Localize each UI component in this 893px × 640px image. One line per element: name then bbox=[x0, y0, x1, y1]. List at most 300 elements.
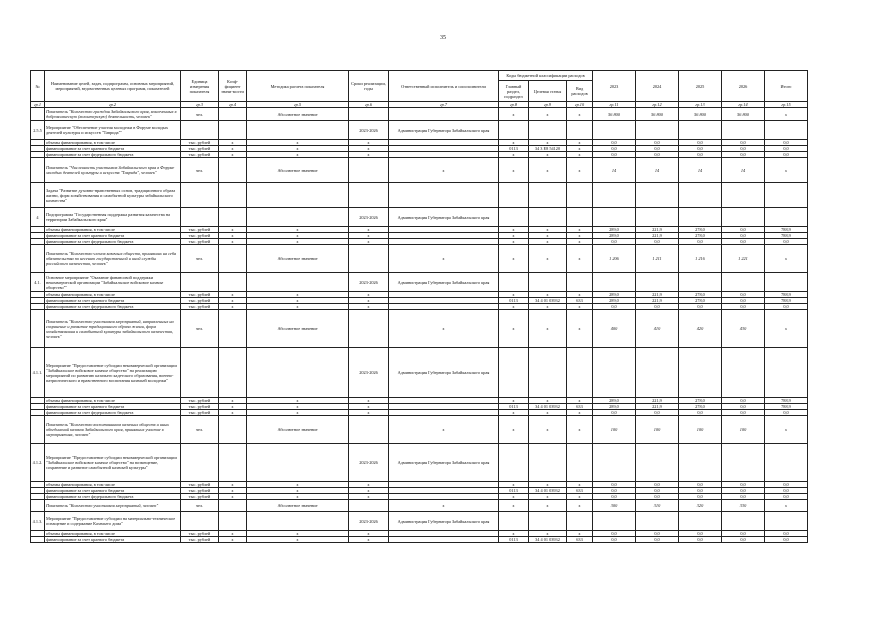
table-cell bbox=[349, 310, 389, 348]
table-cell: x bbox=[499, 500, 529, 512]
header-coef: Коэф-фициент значи-мости bbox=[219, 71, 247, 102]
table-cell: 14 bbox=[636, 158, 679, 183]
table-cell: 0,0 bbox=[765, 482, 808, 488]
header-responsible: Ответственный исполнитель и соисполнители bbox=[389, 71, 499, 102]
table-cell: x bbox=[529, 292, 567, 298]
table-cell: 330 bbox=[722, 500, 765, 512]
table-cell: объемы финансирования, в том числе bbox=[45, 292, 181, 298]
table-cell: 2023-2026 bbox=[349, 273, 389, 292]
table-cell bbox=[181, 348, 219, 398]
table-cell: x bbox=[219, 146, 247, 152]
table-cell: x bbox=[567, 108, 593, 121]
table-cell: 56 800 bbox=[679, 108, 722, 121]
table-cell: x bbox=[567, 233, 593, 239]
table-cell: x bbox=[247, 398, 349, 404]
table-cell: 289,0 bbox=[593, 227, 636, 233]
page-number: 35 bbox=[440, 35, 446, 41]
table-cell: 221,9 bbox=[636, 233, 679, 239]
table-cell bbox=[679, 273, 722, 292]
table-cell: 788,9 bbox=[765, 398, 808, 404]
table-cell: 34 4 01 03932 bbox=[529, 298, 567, 304]
table-cell: 0,0 bbox=[679, 304, 722, 310]
table-cell: 633 bbox=[567, 404, 593, 410]
table-cell bbox=[722, 273, 765, 292]
table-cell: финансирование за счет федерального бюджета bbox=[45, 152, 181, 158]
table-cell: 0,0 bbox=[765, 146, 808, 152]
table-cell bbox=[722, 444, 765, 482]
table-cell bbox=[31, 416, 45, 444]
table-cell bbox=[219, 500, 247, 512]
table-cell: 0,0 bbox=[679, 482, 722, 488]
table-row bbox=[31, 183, 808, 208]
table-cell: Основное мероприятие "Оказание финансовой поддержки некоммерческой организации "Забайкальское войсковое казачье общество"" bbox=[45, 273, 181, 292]
table-cell: тыс. рублей bbox=[181, 537, 219, 543]
table-cell: x bbox=[349, 482, 389, 488]
table-cell: тыс. рублей bbox=[181, 482, 219, 488]
column-number-cell: гр.10 bbox=[567, 102, 593, 108]
table-cell: 278,0 bbox=[679, 404, 722, 410]
table-cell: x bbox=[349, 410, 389, 416]
table-cell: 0,0 bbox=[765, 537, 808, 543]
table-cell: 0,0 bbox=[722, 398, 765, 404]
table-cell: x bbox=[499, 398, 529, 404]
table-cell: x bbox=[349, 537, 389, 543]
table-cell: 0,0 bbox=[722, 140, 765, 146]
table-cell: 0113 bbox=[499, 537, 529, 543]
table-cell: x bbox=[219, 298, 247, 304]
table-cell: 289,0 bbox=[593, 292, 636, 298]
table-cell: x bbox=[219, 537, 247, 543]
table-cell: x bbox=[247, 239, 349, 245]
table-cell bbox=[247, 444, 349, 482]
table-cell: x bbox=[529, 152, 567, 158]
table-cell bbox=[247, 273, 349, 292]
table-cell: 0,0 bbox=[636, 304, 679, 310]
table-cell: 4 bbox=[31, 208, 45, 227]
table-cell: Абсолютное значение bbox=[247, 158, 349, 183]
table-cell: финансирование за счет краевого бюджета bbox=[45, 537, 181, 543]
table-cell: 100 bbox=[636, 416, 679, 444]
table-cell: x bbox=[219, 482, 247, 488]
table-cell bbox=[529, 348, 567, 398]
table-cell: тыс. рублей bbox=[181, 304, 219, 310]
table-cell bbox=[219, 310, 247, 348]
table-cell: 0,0 bbox=[722, 146, 765, 152]
table-cell: 289,0 bbox=[593, 404, 636, 410]
table-cell: тыс. рублей bbox=[181, 239, 219, 245]
table-cell bbox=[389, 183, 499, 208]
table-cell: 0,0 bbox=[593, 531, 636, 537]
table-cell: 410 bbox=[636, 310, 679, 348]
table-cell: x bbox=[247, 146, 349, 152]
table-cell bbox=[636, 273, 679, 292]
table-cell bbox=[499, 348, 529, 398]
table-cell: 0,0 bbox=[765, 140, 808, 146]
table-cell: x bbox=[567, 531, 593, 537]
table-cell: x bbox=[499, 292, 529, 298]
table-cell: 34 4 01 03932 bbox=[529, 537, 567, 543]
table-cell: 430 bbox=[722, 310, 765, 348]
table-cell: финансирование за счет краевого бюджета bbox=[45, 488, 181, 494]
table-cell: x bbox=[529, 108, 567, 121]
table-cell: 0,0 bbox=[636, 537, 679, 543]
table-cell: Абсолютное значение bbox=[247, 310, 349, 348]
table-cell: тыс. рублей bbox=[181, 146, 219, 152]
table-cell: 0,0 bbox=[679, 494, 722, 500]
table-cell bbox=[31, 183, 45, 208]
table-cell: x bbox=[765, 416, 808, 444]
table-cell: тыс. рублей bbox=[181, 531, 219, 537]
table-cell: x bbox=[567, 304, 593, 310]
table-cell: финансирование за счет федерального бюджета bbox=[45, 410, 181, 416]
table-cell: x bbox=[567, 410, 593, 416]
table-cell: 0,0 bbox=[722, 239, 765, 245]
table-cell: x bbox=[499, 233, 529, 239]
table-cell bbox=[499, 121, 529, 140]
table-cell bbox=[636, 121, 679, 140]
table-cell: тыс. рублей bbox=[181, 298, 219, 304]
table-cell: x bbox=[567, 500, 593, 512]
table-cell: Показатель "Численность участников Забайкальского края в Форуме молодых деятелей культуры и искусств "Таврида", человек" bbox=[45, 158, 181, 183]
table-cell: x bbox=[529, 140, 567, 146]
table-cell bbox=[679, 121, 722, 140]
table-cell bbox=[219, 158, 247, 183]
table-cell: 0,0 bbox=[679, 410, 722, 416]
table-cell: x bbox=[219, 488, 247, 494]
header-method: Методика расчета показателя bbox=[247, 71, 349, 102]
table-cell: 0,0 bbox=[636, 140, 679, 146]
table-cell bbox=[31, 108, 45, 121]
table-cell bbox=[349, 245, 389, 273]
table-cell bbox=[219, 273, 247, 292]
table-cell: чел. bbox=[181, 108, 219, 121]
table-cell: x bbox=[349, 227, 389, 233]
table-cell bbox=[529, 444, 567, 482]
table-cell: финансирование за счет краевого бюджета bbox=[45, 404, 181, 410]
table-cell: 2023-2026 bbox=[349, 444, 389, 482]
table-cell: x bbox=[349, 494, 389, 500]
table-cell: x bbox=[567, 227, 593, 233]
table-cell: Абсолютное значение bbox=[247, 245, 349, 273]
table-cell: 1 211 bbox=[636, 245, 679, 273]
table-cell: Абсолютное значение bbox=[247, 108, 349, 121]
table-cell: 0,0 bbox=[636, 410, 679, 416]
table-cell: 0,0 bbox=[765, 410, 808, 416]
table-cell bbox=[593, 512, 636, 531]
table-cell: x bbox=[529, 310, 567, 348]
table-cell: объемы финансирования, в том числе bbox=[45, 140, 181, 146]
table-cell: x bbox=[219, 233, 247, 239]
table-cell: 1 216 bbox=[679, 245, 722, 273]
table-cell bbox=[567, 273, 593, 292]
table-cell: чел. bbox=[181, 416, 219, 444]
table-cell bbox=[31, 158, 45, 183]
table-cell bbox=[219, 416, 247, 444]
table-row bbox=[31, 108, 808, 121]
table-cell: 0,0 bbox=[765, 531, 808, 537]
table-cell: Показатель "Количество граждан Забайкальского края, вовлеченных в добровольческую (волонтерскую) деятельность, человек" bbox=[45, 108, 181, 121]
table-cell: 278,0 bbox=[679, 298, 722, 304]
table-cell bbox=[636, 348, 679, 398]
header-year-2024: 2024 bbox=[636, 71, 679, 102]
table-cell: 0,0 bbox=[593, 239, 636, 245]
table-row bbox=[31, 208, 808, 227]
table-cell bbox=[349, 416, 389, 444]
table-cell: 0,0 bbox=[593, 494, 636, 500]
table-cell: x bbox=[765, 158, 808, 183]
column-number-cell: гр.9 bbox=[529, 102, 567, 108]
table-cell: 0,0 bbox=[593, 152, 636, 158]
table-cell: x bbox=[499, 245, 529, 273]
table-cell: x bbox=[247, 152, 349, 158]
table-cell: x bbox=[529, 245, 567, 273]
table-cell bbox=[219, 183, 247, 208]
table-cell: 100 bbox=[679, 416, 722, 444]
table-cell: 0,0 bbox=[593, 304, 636, 310]
header-kbk-section: Главный раздел, подраздел bbox=[499, 81, 529, 102]
table-cell: x bbox=[529, 304, 567, 310]
table-cell: Администрация Губернатора Забайкальского края bbox=[389, 121, 499, 140]
table-cell: x bbox=[389, 310, 499, 348]
table-cell: 2023-2026 bbox=[349, 208, 389, 227]
table-cell: 0,0 bbox=[722, 233, 765, 239]
column-number-cell: гр.2 bbox=[45, 102, 181, 108]
table-cell: тыс. рублей bbox=[181, 233, 219, 239]
table-cell: Мероприятие "Обеспечение участия молодежи в Форуме молодых деятелей культуры и искусств "Таврида"" bbox=[45, 121, 181, 140]
table-cell: 788,9 bbox=[765, 292, 808, 298]
table-cell: чел. bbox=[181, 245, 219, 273]
column-number-cell: гр.3 bbox=[181, 102, 219, 108]
table-cell bbox=[722, 121, 765, 140]
table-cell: x bbox=[499, 531, 529, 537]
table-cell: 221,9 bbox=[636, 227, 679, 233]
table-cell: тыс. рублей bbox=[181, 152, 219, 158]
table-cell bbox=[593, 273, 636, 292]
table-cell: 221,9 bbox=[636, 298, 679, 304]
table-cell: x bbox=[219, 152, 247, 158]
table-row bbox=[31, 273, 808, 292]
table-cell: Показатель "Количество членов казачьих обществ, принявших на себя обязательства по несению государственной и иной службы российского казачества, человек" bbox=[45, 245, 181, 273]
table-row bbox=[31, 121, 808, 140]
table-cell bbox=[722, 512, 765, 531]
table-cell bbox=[722, 348, 765, 398]
table-cell bbox=[636, 183, 679, 208]
table-cell: 0,0 bbox=[765, 494, 808, 500]
table-cell: x bbox=[499, 310, 529, 348]
table-cell: x bbox=[389, 245, 499, 273]
table-cell: финансирование за счет федерального бюджета bbox=[45, 239, 181, 245]
table-cell: объемы финансирования, в том числе bbox=[45, 482, 181, 488]
table-cell bbox=[247, 183, 349, 208]
table-cell bbox=[765, 121, 808, 140]
table-cell: x bbox=[247, 404, 349, 410]
header-kbk: Коды бюджетной классификации расходов bbox=[499, 71, 593, 81]
table-cell: 0,0 bbox=[722, 304, 765, 310]
table-cell: финансирование за счет краевого бюджета bbox=[45, 146, 181, 152]
table-cell bbox=[679, 348, 722, 398]
table-cell: 4.1.2. bbox=[31, 444, 45, 482]
table-cell: x bbox=[247, 292, 349, 298]
table-cell: 0,0 bbox=[636, 531, 679, 537]
table-cell: Показатель "Количество участников мероприятий, человек" bbox=[45, 500, 181, 512]
table-cell: x bbox=[349, 298, 389, 304]
table-cell: 0,0 bbox=[679, 152, 722, 158]
table-cell: объемы финансирования, в том числе bbox=[45, 227, 181, 233]
table-cell bbox=[765, 273, 808, 292]
table-cell: 1 221 bbox=[722, 245, 765, 273]
table-cell: x bbox=[349, 488, 389, 494]
table-cell: 788,9 bbox=[765, 233, 808, 239]
table-cell: 289,0 bbox=[593, 233, 636, 239]
table-cell bbox=[567, 512, 593, 531]
table-cell: x bbox=[389, 416, 499, 444]
table-cell: 0,0 bbox=[636, 152, 679, 158]
table-cell: x bbox=[349, 404, 389, 410]
table-cell bbox=[593, 208, 636, 227]
table-cell: 400 bbox=[593, 310, 636, 348]
table-header bbox=[31, 71, 808, 108]
table-cell: 0,0 bbox=[722, 537, 765, 543]
table-cell bbox=[636, 444, 679, 482]
table-cell: объемы финансирования, в том числе bbox=[45, 398, 181, 404]
table-cell: 278,0 bbox=[679, 398, 722, 404]
table-cell bbox=[679, 444, 722, 482]
table-cell bbox=[567, 183, 593, 208]
table-cell: 0,0 bbox=[636, 494, 679, 500]
table-cell bbox=[219, 348, 247, 398]
table-cell: 0,0 bbox=[722, 531, 765, 537]
table-cell bbox=[529, 121, 567, 140]
table-cell: 0113 bbox=[499, 146, 529, 152]
table-cell: 1 206 bbox=[593, 245, 636, 273]
table-cell: x bbox=[567, 482, 593, 488]
table-cell: 0,0 bbox=[722, 227, 765, 233]
column-number-cell: гр.5 bbox=[247, 102, 349, 108]
table-body bbox=[31, 108, 808, 543]
table-cell: x bbox=[219, 304, 247, 310]
table-cell: 0,0 bbox=[765, 304, 808, 310]
table-cell: x bbox=[499, 304, 529, 310]
table-cell bbox=[567, 121, 593, 140]
program-table bbox=[30, 70, 808, 543]
table-cell: x bbox=[219, 292, 247, 298]
table-cell bbox=[219, 512, 247, 531]
table-cell: тыс. рублей bbox=[181, 410, 219, 416]
table-cell: x bbox=[247, 227, 349, 233]
table-row bbox=[31, 444, 808, 482]
table-cell bbox=[529, 512, 567, 531]
table-cell: 278,0 bbox=[679, 227, 722, 233]
table-cell: x bbox=[529, 158, 567, 183]
table-cell bbox=[636, 512, 679, 531]
table-cell bbox=[765, 512, 808, 531]
table-cell: 0,0 bbox=[765, 152, 808, 158]
header-total: Итого bbox=[765, 71, 808, 102]
table-cell bbox=[181, 208, 219, 227]
table-cell: x bbox=[567, 140, 593, 146]
table-cell: x bbox=[529, 531, 567, 537]
table-cell bbox=[765, 183, 808, 208]
table-cell: 0113 bbox=[499, 404, 529, 410]
table-cell bbox=[529, 183, 567, 208]
table-cell: x bbox=[247, 482, 349, 488]
table-cell: x bbox=[247, 304, 349, 310]
table-row bbox=[31, 310, 808, 348]
table-cell bbox=[219, 245, 247, 273]
table-cell: x bbox=[219, 140, 247, 146]
table-cell: 0,0 bbox=[593, 488, 636, 494]
table-cell: Показатель "Количество воспитанников казачьих обществ и иных объединений казаков Забайкальского края, принявших участие в мероприятиях, человек" bbox=[45, 416, 181, 444]
table-cell bbox=[499, 273, 529, 292]
table-cell: x bbox=[567, 416, 593, 444]
table-cell bbox=[499, 208, 529, 227]
table-cell: x bbox=[567, 158, 593, 183]
table-cell bbox=[722, 208, 765, 227]
table-cell: x bbox=[499, 140, 529, 146]
table-cell: x bbox=[247, 410, 349, 416]
table-cell: x bbox=[499, 158, 529, 183]
table-cell bbox=[31, 537, 45, 543]
header-num: № bbox=[31, 71, 45, 102]
table-cell: 788,9 bbox=[765, 404, 808, 410]
table-cell: x bbox=[247, 140, 349, 146]
table-cell: x bbox=[349, 146, 389, 152]
table-cell: 289,0 bbox=[593, 398, 636, 404]
table-cell: финансирование за счет краевого бюджета bbox=[45, 233, 181, 239]
table-cell: x bbox=[529, 494, 567, 500]
table-cell bbox=[349, 183, 389, 208]
table-cell: x bbox=[499, 227, 529, 233]
table-cell: 14 bbox=[593, 158, 636, 183]
table-cell bbox=[31, 500, 45, 512]
table-cell: 2.5.5 bbox=[31, 121, 45, 140]
table-cell bbox=[219, 108, 247, 121]
table-cell: x bbox=[567, 245, 593, 273]
table-cell: x bbox=[219, 531, 247, 537]
table-cell: x bbox=[389, 158, 499, 183]
table-cell: Подпрограмма "Государственная поддержка развития казачества на территории Забайкальского края" bbox=[45, 208, 181, 227]
table-cell: x bbox=[567, 310, 593, 348]
table-cell: тыс. рублей bbox=[181, 398, 219, 404]
table-cell: 0,0 bbox=[722, 292, 765, 298]
table-cell: 0,0 bbox=[593, 537, 636, 543]
table-cell: 34 4 01 03932 bbox=[529, 404, 567, 410]
table-cell: x bbox=[349, 304, 389, 310]
table-cell: Мероприятие "Предоставление субсидии некоммерческой организации "Забайкальское войсковое казачье общество" на возмещение, сохранение и развитие самобытной казачьей культуры" bbox=[45, 444, 181, 482]
table-cell bbox=[499, 444, 529, 482]
table-cell: 4.1.1. bbox=[31, 348, 45, 398]
header-year-2025: 2025 bbox=[679, 71, 722, 102]
table-cell: 0,0 bbox=[722, 298, 765, 304]
header-kbk-type: Вид расходов bbox=[567, 81, 593, 102]
table-cell: 633 bbox=[567, 488, 593, 494]
table-cell: 0,0 bbox=[679, 146, 722, 152]
table-cell bbox=[349, 158, 389, 183]
table-cell: 4.1.3. bbox=[31, 512, 45, 531]
table-cell bbox=[247, 208, 349, 227]
table-cell bbox=[636, 208, 679, 227]
table-cell: x bbox=[349, 398, 389, 404]
table-cell bbox=[181, 273, 219, 292]
table-cell bbox=[567, 348, 593, 398]
column-number-cell: гр.7 bbox=[389, 102, 499, 108]
table-cell: 0,0 bbox=[679, 140, 722, 146]
table-cell: x bbox=[765, 310, 808, 348]
table-cell: x bbox=[349, 152, 389, 158]
table-row bbox=[31, 537, 808, 543]
header-unit: Единица измерения показателя bbox=[181, 71, 219, 102]
table-cell: 56 800 bbox=[593, 108, 636, 121]
